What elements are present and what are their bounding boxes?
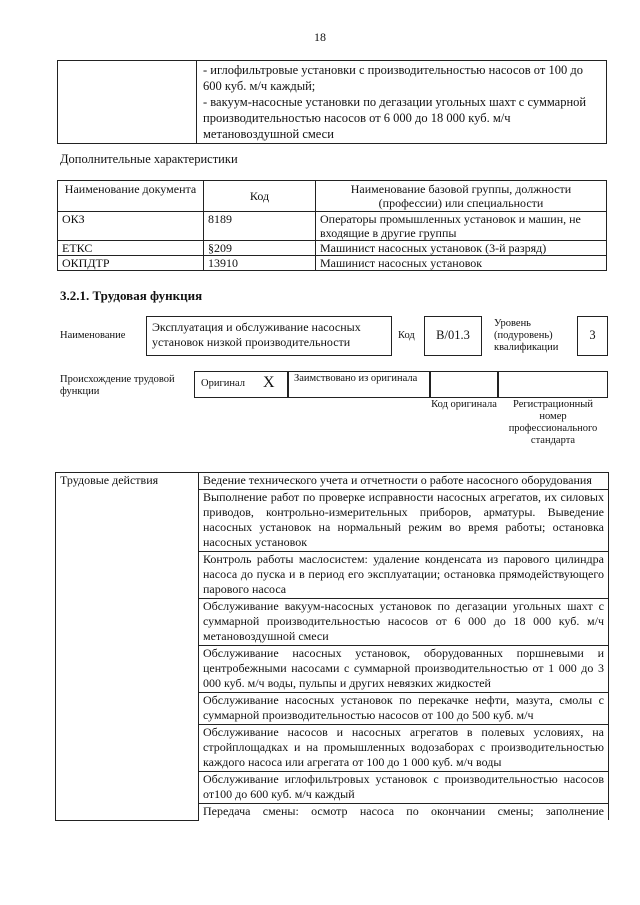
text-line: производительностью насосов от 6 000 до 18 000 куб. м/ч <box>203 111 511 125</box>
additional-characteristics-table <box>57 180 607 271</box>
table-cell-empty <box>58 61 197 144</box>
table-cell: §209 <box>204 241 316 256</box>
labor-action-item: Обслуживание насосов и насосных агрегатов в полевых условиях, на стройплощадках и на промышленных водозаборах с производительностью каждого насоса или агрегата от 100 до 1 000 куб. м/ч воды <box>199 725 609 772</box>
section-title: 3.2.1. Трудовая функция <box>60 288 203 303</box>
text-line: - иглофильтровые установки с производительностью насосов от 100 до <box>203 63 583 77</box>
labor-action-item: Контроль работы маслосистем: удаление конденсата из парового цилиндра насоса до пуска и в период его эксплуатации; остановка прямодействующего парового насоса <box>199 552 609 599</box>
table-cell: 8189 <box>204 212 316 241</box>
registration-number-box <box>498 371 608 398</box>
original-mark: X <box>263 374 275 391</box>
table-row <box>56 473 609 490</box>
column-header: Наименование документа <box>58 181 204 212</box>
labor-action-item: Обслуживание насосных установок, оборудованных поршневыми и центробежными насосами с суммарной производительностью от 1 000 до 3 000 куб. м/ч воды, пульпы и других невязких жидкостей <box>199 646 609 693</box>
column-header: Наименование базовой группы, должности (профессии) или специальности <box>316 181 607 212</box>
column-header: Код <box>204 181 316 212</box>
original-box <box>194 371 288 398</box>
labor-action-item: Обслуживание насосных установок по перекачке нефти, мазута, смолы с суммарной производительностью насосов от 100 до 500 куб. м/ч <box>199 693 609 725</box>
table-row <box>58 256 607 271</box>
table-row <box>58 241 607 256</box>
table-cell: Машинист насосных установок (3-й разряд) <box>316 241 607 256</box>
table-cell: Операторы промышленных установок и машин, не входящие в другие группы <box>316 212 607 241</box>
labor-action-item: Обслуживание вакуум-насосных установок по дегазации угольных шахт с суммарной производительностью насосов от 6 000 до 18 000 куб. м/ч метановоздушной смеси <box>199 599 609 646</box>
table-cell <box>197 61 607 144</box>
table-cell: ЕТКС <box>58 241 204 256</box>
origin-label: Происхождение трудовой функции <box>60 374 175 397</box>
code-label: Код <box>398 330 415 341</box>
labor-action-item: Выполнение работ по проверке исправности насосных агрегатов, их силовых приводов, контрольно-измерительных приборов, арматуры. Выведение насосных установок на нормальный режим во время работы; остановка насосных установок <box>199 490 609 552</box>
continuation-table <box>57 60 607 144</box>
table-header-row <box>58 181 607 212</box>
original-label: Оригинал <box>201 378 245 389</box>
text-line: - вакуум-насосные установки по дегазации угольных шахт с суммарной <box>203 95 587 109</box>
additional-characteristics-title: Дополнительные характеристики <box>60 152 238 166</box>
registration-number-label: Регистрационный номер профессионального стандарта <box>508 399 598 446</box>
function-code-box: B/01.3 <box>424 316 482 356</box>
table-cell: 13910 <box>204 256 316 271</box>
text-line: метановоздушной смеси <box>203 127 334 141</box>
level-value-box: 3 <box>577 316 608 356</box>
table-row <box>58 212 607 241</box>
code-original-label: Код оригинала <box>431 399 497 410</box>
labor-action-item: Передача смены: осмотр насоса по окончании смены; заполнение <box>199 804 609 821</box>
text-line: 600 куб. м/ч каждый; <box>203 79 316 93</box>
level-label: Уровень (подуровень) квалификации <box>494 318 559 353</box>
labor-actions-label: Трудовые действия <box>56 473 199 821</box>
borrowed-box: Заимствовано из оригинала <box>288 371 430 398</box>
labor-actions-table <box>55 472 609 821</box>
table-cell: ОКПДТР <box>58 256 204 271</box>
table-row <box>58 61 607 144</box>
page-number: 18 <box>314 30 326 44</box>
function-name-box: Эксплуатация и обслуживание насосных установок низкой производительности <box>146 316 392 356</box>
labor-action-item: Обслуживание иглофильтровых установок с производительностью насосов от100 до 600 куб. м/ч каждый <box>199 772 609 804</box>
name-label: Наименование <box>60 330 126 341</box>
table-cell: ОКЗ <box>58 212 204 241</box>
original-code-box <box>430 371 498 398</box>
table-cell: Машинист насосных установок <box>316 256 607 271</box>
labor-action-item: Ведение технического учета и отчетности о работе насосного оборудования <box>199 473 609 490</box>
